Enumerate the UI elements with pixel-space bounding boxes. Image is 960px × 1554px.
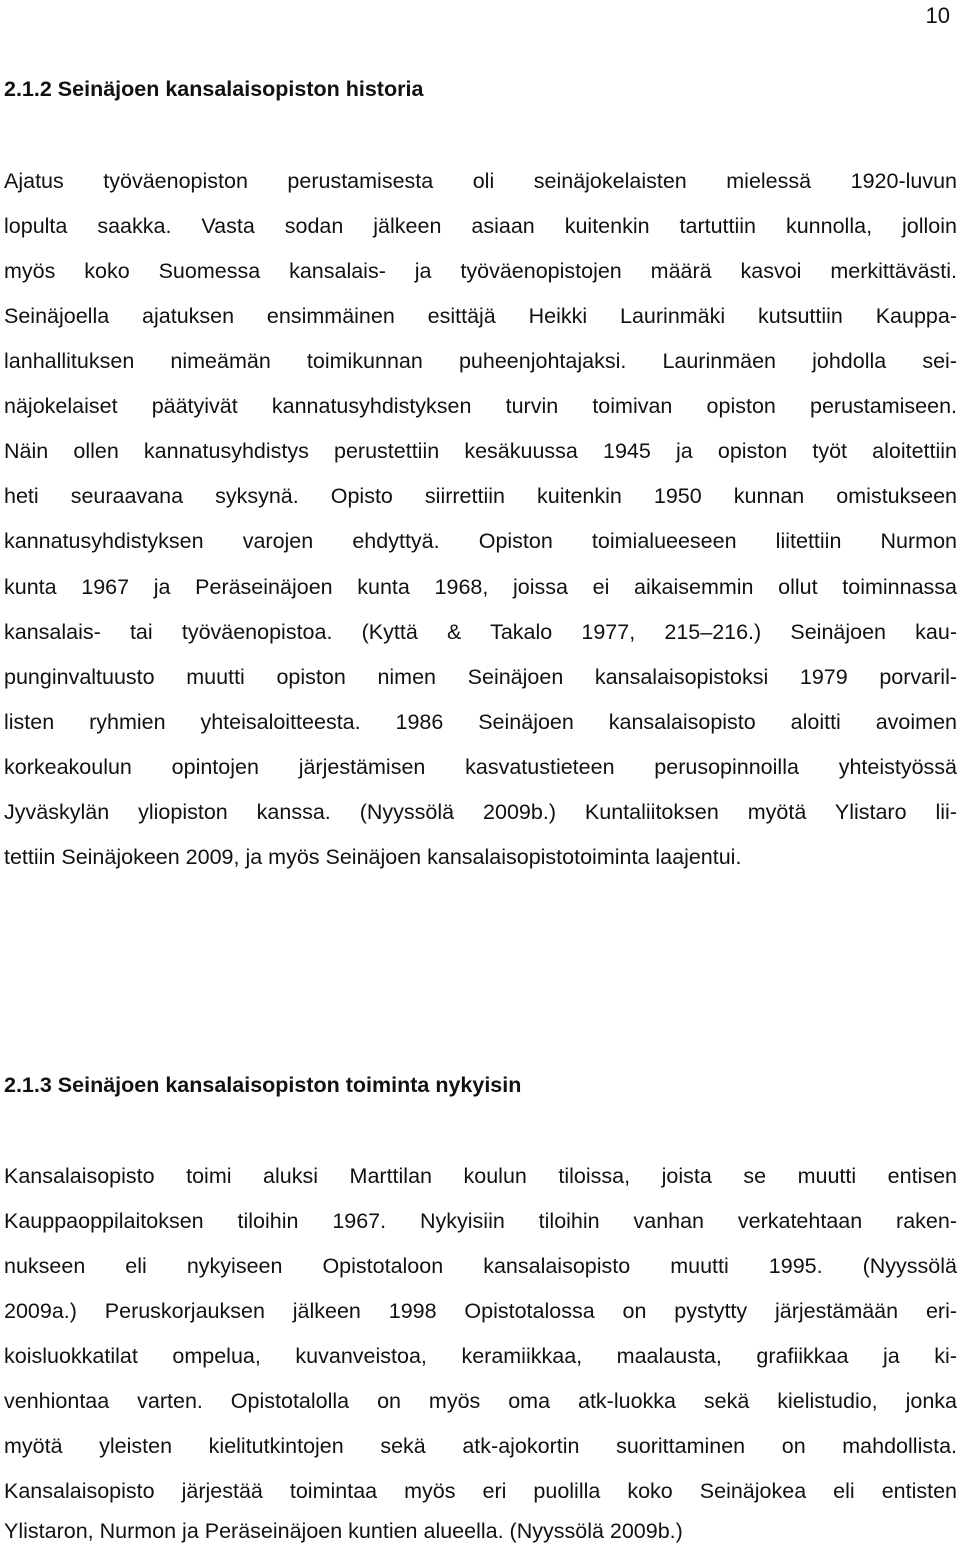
page-number: 10 bbox=[925, 3, 950, 28]
paragraph-line: Kansalaisopisto järjestää toimintaa myös eri puolilla koko Seinäjokea eli entisten bbox=[4, 1479, 957, 1503]
section-heading-current-activities: 2.1.3 Seinäjoen kansalaisopiston toiminta nykyisin bbox=[4, 1073, 522, 1097]
paragraph-line: korkeakoulun opintojen järjestämisen kasvatustieteen perusopinnoilla yhteistyössä bbox=[4, 755, 957, 779]
paragraph-line: Näin ollen kannatusyhdistys perustettiin kesäkuussa 1945 ja opiston työt aloitettiin bbox=[4, 439, 957, 463]
paragraph-line: heti seuraavana syksynä. Opisto siirrettiin kuitenkin 1950 kunnan omistukseen bbox=[4, 484, 957, 508]
paragraph-line: Ylistaron, Nurmon ja Peräseinäjoen kuntien alueella. (Nyyssölä 2009b.) bbox=[4, 1519, 683, 1543]
paragraph-line: myötä yleisten kielitutkintojen sekä atk-ajokortin suorittaminen on mahdollista. bbox=[4, 1434, 957, 1458]
paragraph-line: kunta 1967 ja Peräseinäjoen kunta 1968, joissa ei aikaisemmin ollut toiminnassa bbox=[4, 575, 957, 599]
paragraph-line: punginvaltuusto muutti opiston nimen Seinäjoen kansalaisopistoksi 1979 porvaril- bbox=[4, 665, 957, 689]
paragraph-line: tettiin Seinäjokeen 2009, ja myös Seinäjoen kansalaisopistotoiminta laajentui. bbox=[4, 845, 742, 869]
paragraph-line: Ajatus työväenopiston perustamisesta oli seinäjokelaisten mielessä 1920-luvun bbox=[4, 169, 957, 193]
paragraph-line: Seinäjoella ajatuksen ensimmäinen esittäjä Heikki Laurinmäki kutsuttiin Kauppa- bbox=[4, 304, 957, 328]
paragraph-line: kannatusyhdistyksen varojen ehdyttyä. Opiston toimialueeseen liitettiin Nurmon bbox=[4, 529, 957, 553]
paragraph-line: kansalais- tai työväenopistoa. (Kyttä & Takalo 1977, 215–216.) Seinäjoen kau- bbox=[4, 620, 957, 644]
paragraph-line: näjokelaiset päätyivät kannatusyhdistyksen turvin toimivan opiston perustamiseen. bbox=[4, 394, 957, 418]
paragraph-line: Kauppaoppilaitoksen tiloihin 1967. Nykyisiin tiloihin vanhan verkatehtaan raken- bbox=[4, 1209, 957, 1233]
paragraph-line: lanhallituksen nimeämän toimikunnan puheenjohtajaksi. Laurinmäen johdolla sei- bbox=[4, 349, 957, 373]
paragraph-line: myös koko Suomessa kansalais- ja työväenopistojen määrä kasvoi merkittävästi. bbox=[4, 259, 957, 283]
paragraph-line: Jyväskylän yliopiston kanssa. (Nyyssölä 2009b.) Kuntaliitoksen myötä Ylistaro lii- bbox=[4, 800, 957, 824]
paragraph-line: nukseen eli nykyiseen Opistotaloon kansalaisopisto muutti 1995. (Nyyssölä bbox=[4, 1254, 957, 1278]
paragraph-line: 2009a.) Peruskorjauksen jälkeen 1998 Opistotalossa on pystytty järjestämään eri- bbox=[4, 1299, 957, 1323]
paragraph-line: Kansalaisopisto toimi aluksi Marttilan koulun tiloissa, joista se muutti entisen bbox=[4, 1164, 957, 1188]
paragraph-line: koisluokkatilat ompelua, kuvanveistoa, keramiikkaa, maalausta, grafiikkaa ja ki- bbox=[4, 1344, 957, 1368]
paragraph-line: lopulta saakka. Vasta sodan jälkeen asiaan kuitenkin tartuttiin kunnolla, jolloin bbox=[4, 214, 957, 238]
paragraph-line: listen ryhmien yhteisaloitteesta. 1986 Seinäjoen kansalaisopisto aloitti avoimen bbox=[4, 710, 957, 734]
paragraph-line: venhiontaa varten. Opistotalolla on myös oma atk-luokka sekä kielistudio, jonka bbox=[4, 1389, 957, 1413]
section-heading-history: 2.1.2 Seinäjoen kansalaisopiston historia bbox=[4, 77, 424, 101]
